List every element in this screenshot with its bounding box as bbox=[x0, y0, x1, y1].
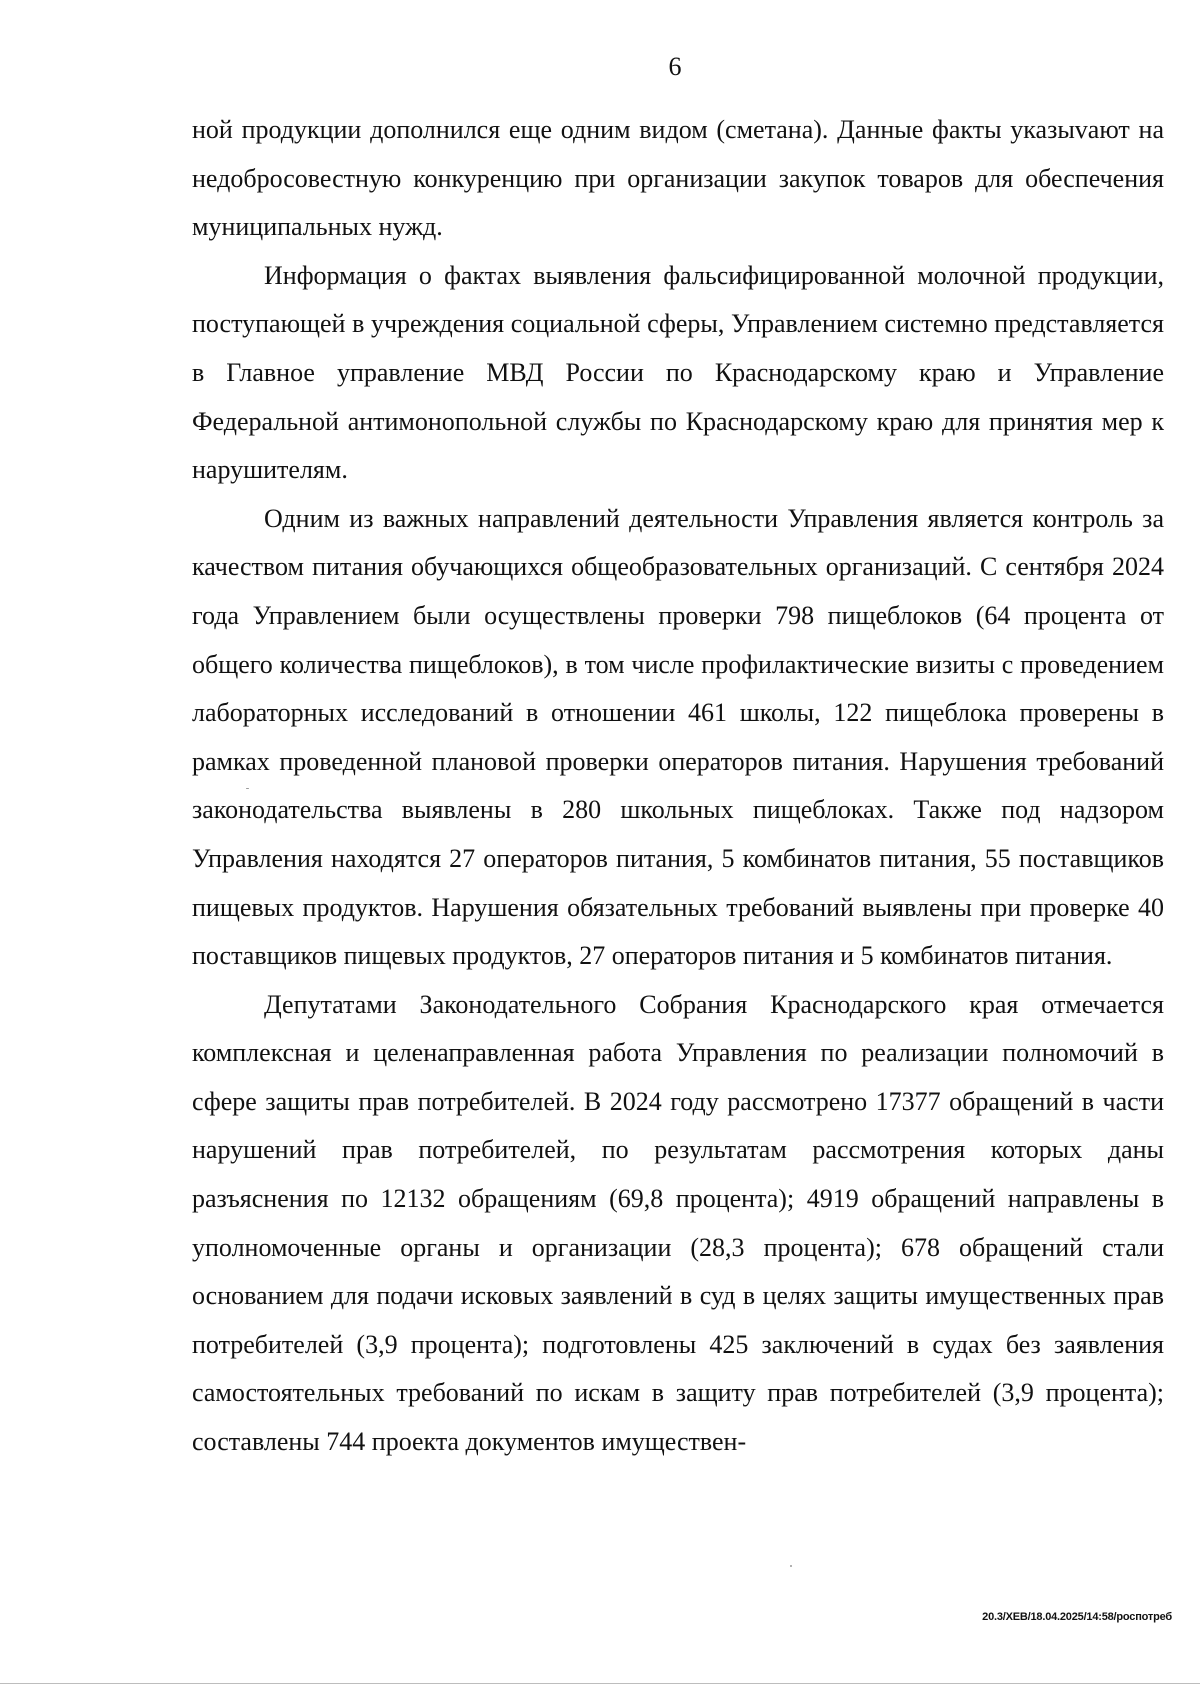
paragraph-2: Информация о фактах выявления фальсифицированной молочной продукции, поступающей в учреждения социальной сферы, Управлением системно представляется в Главное управление МВД России по Краснодарскому краю и Управление Федеральной антимонопольной службы по Краснодарскому краю для принятия мер к нарушителям. bbox=[192, 260, 1164, 485]
paragraph-1: ной продукции дополнился еще одним видом (сметана). Данные факты указыvают на недобросовестную конкуренцию при организации закупок товаров для обеспечения муниципальных нужд. bbox=[192, 115, 1164, 242]
paragraph-4: Депутатами Законодательного Собрания Краснодарского края отмечается комплексная и целенаправленная работа Управления по реализации полномочий в сфере защиты прав потребителей. В 2024 году рассмотрено 17377 обращений в части нарушений прав потребителей, по результатам рассмотрения которых даны разъяснения по 12132 обращениям (69,8 процента); 4919 обращений направлены в уполномоченные органы и организации (28,3 процента); 678 обращений стали основанием для подачи исковых заявлений в суд в целях защиты имущественных прав потребителей (3,9 процента); подготовлены 425 заключений в судах без заявления самостоятельных требований по искам в защиту прав потребителей (3,9 процента); составлены 744 проекта документов имуществен- bbox=[192, 989, 1164, 1457]
document-body bbox=[192, 106, 1164, 1467]
scan-edge-line bbox=[0, 1683, 1200, 1684]
paragraph-3: Одним из важных направлений деятельности Управления является контроль за качеством питания обучающихся общеобразовательных организаций. С сентября 2024 года Управлением были осуществлены проверки 798 пищеблоков (64 процента от общего количества пищеблоков), в том числе профилактические визиты с проведением лабораторных исследований в отношении 461 школы, 122 пищеблока проверены в рамках проведенной плановой проверки операторов питания. Нарушения требований законодательства выявлены в 280 школьных пищеблоках. Также под надзором Управления находятся 27 операторов питания, 5 комбинатов питания, 55 поставщиков пищевых продуктов. Нарушения обязательных требований выявлены при проверке 40 поставщиков пищевых продуктов, 27 операторов питания и 5 комбинатов питания. bbox=[192, 503, 1164, 971]
page-number: 6 bbox=[668, 52, 682, 81]
scan-speck bbox=[246, 788, 249, 789]
document-registration-stamp: 20.3/ХЕВ/18.04.2025/14:58/роспотреб bbox=[982, 1611, 1172, 1623]
scan-speck bbox=[790, 1565, 792, 1567]
